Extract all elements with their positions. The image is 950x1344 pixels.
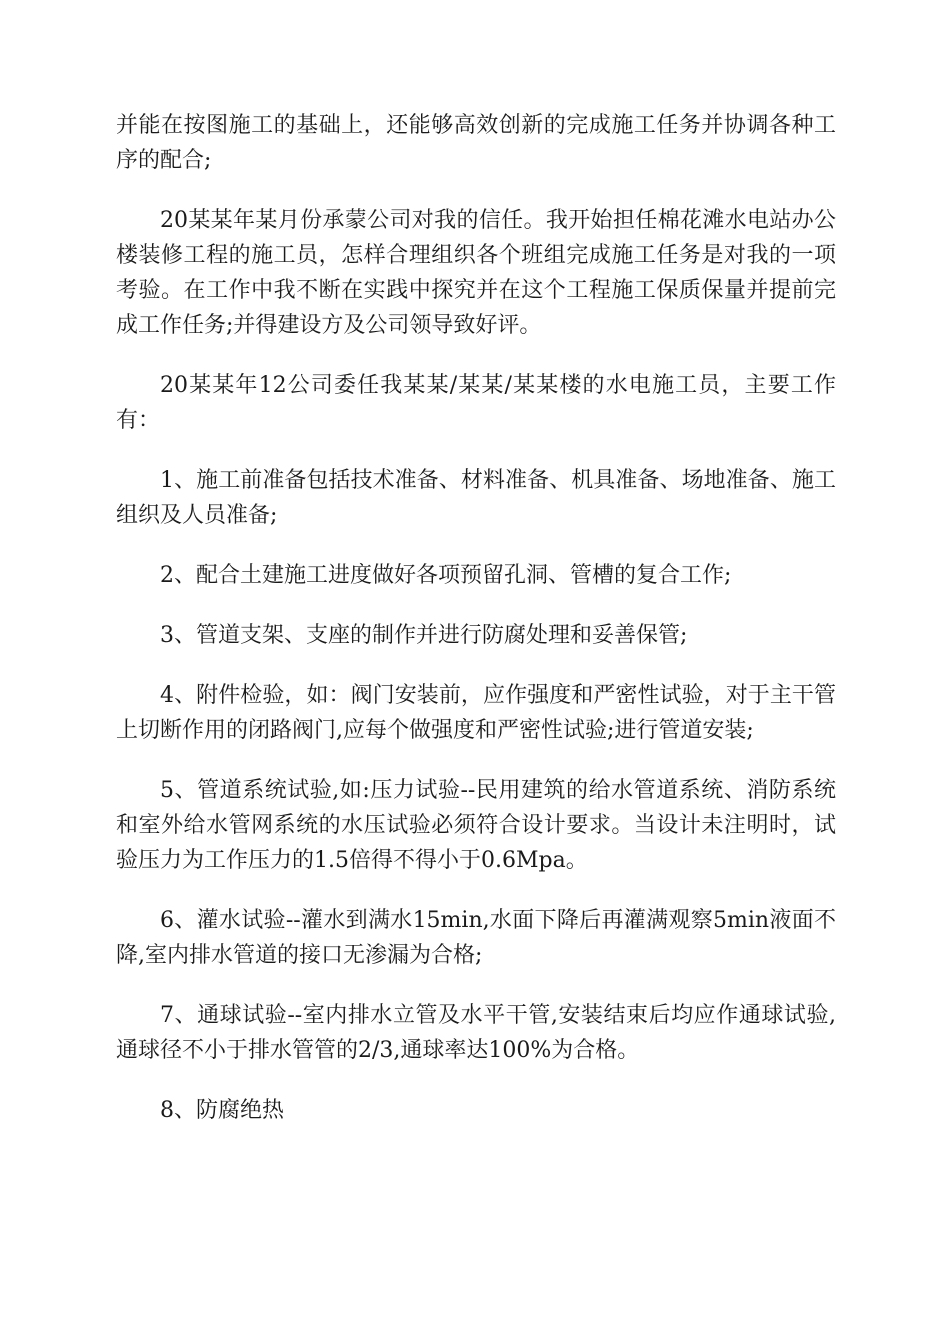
- list-item-6-water-filling-test: 6、灌水试验--灌水到满水15min,水面下降后再灌满观察5min液面不降,室内排水管道的接口无渗漏为合格;: [116, 908, 836, 968]
- list-item-7-ball-passing-test: 7、通球试验--室内排水立管及水平干管,安装结束后均应作通球试验,通球径不小于排水管管的2/3,通球率达100%为合格。: [116, 1003, 836, 1063]
- list-item-8-anticorrosion: 8、防腐绝热: [160, 1098, 284, 1123]
- paragraph-cotton-beach-project: 20某某年某月份承蒙公司对我的信任。我开始担任棉花滩水电站办公楼装修工程的施工员，怎样合理组织各个班组完成施工任务是对我的一项考验。在工作中我不断在实践中探究并在这个工程施工保质保量并提前完成工作任务;并得建设方及公司领导致好评。: [116, 208, 836, 338]
- paragraph-continuation: 并能在按图施工的基础上，还能够高效创新的完成施工任务并协调各种工序的配合;: [116, 113, 836, 173]
- list-item-4-fitting-inspection: 4、附件检验，如：阀门安装前，应作强度和严密性试验，对于主干管上切断作用的闭路阀门,应每个做强度和严密性试验;进行管道安装;: [116, 683, 836, 743]
- paragraph-plumbing-assignment: 20某某年12公司委任我某某/某某/某某楼的水电施工员，主要工作有：: [116, 373, 836, 433]
- list-item-1-preparation: 1、施工前准备包括技术准备、材料准备、机具准备、场地准备、施工组织及人员准备;: [116, 468, 836, 528]
- list-item-5-pressure-test: 5、管道系统试验,如:压力试验--民用建筑的给水管道系统、消防系统和室外给水管网系统的水压试验必须符合设计要求。当设计未注明时，试验压力为工作压力的1.5倍得不得小于0.6Mpa。: [116, 778, 836, 873]
- list-item-2-reserved-holes: 2、配合土建施工进度做好各项预留孔洞、管槽的复合工作;: [160, 563, 732, 588]
- list-item-3-pipe-supports: 3、管道支架、支座的制作并进行防腐处理和妥善保管;: [160, 623, 688, 648]
- document-body: [116, 108, 836, 1153]
